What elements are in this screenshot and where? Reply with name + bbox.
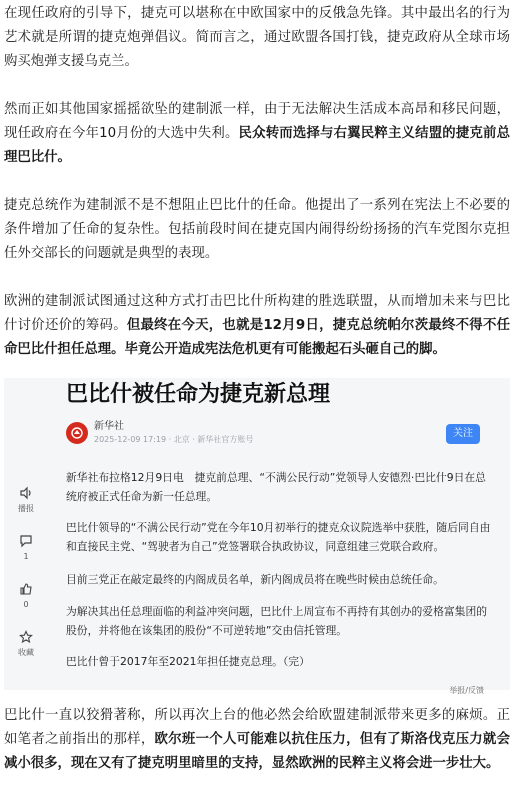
news-source-row <box>66 420 496 454</box>
star-icon <box>19 630 33 644</box>
report-feedback-link[interactable]: 举报/反馈 <box>449 686 484 695</box>
news-screenshot <box>4 378 510 695</box>
broadcast-label: 播报 <box>18 504 34 513</box>
paragraph-5 <box>4 704 510 776</box>
paragraph-1: 在现任政府的引导下，捷克可以堪称在中欧国家中的反俄急先锋。其中最出名的行为艺术就是所谓的捷克炮弹倡议。简而言之，通过欧盟各国打钱，捷克政府从全球市场购买炮弹支援乌克兰。 <box>4 6 510 69</box>
paragraph-5-emphasis: 欧尔班一个人可能难以抗住压力，但有了斯洛伐克压力就会减小很多，现在又有了捷克明里暗里的支持，显然欧洲的民粹主义将会进一步壮大。 <box>4 732 511 771</box>
comment-action[interactable] <box>14 534 38 563</box>
paragraph-4-text: 欧洲的建制派试图通过这种方式打击巴比什所构建的胜选联盟，从而增加未来与巴比什讨价还价的筹码。 <box>4 294 510 333</box>
paragraph-2-text: 然而正如其他国家摇摇欲坠的建制派一样，由于无法解决生活成本高昂和移民问题，现任政府在今年10月份的大选中失利。 <box>4 102 510 141</box>
news-title: 巴比什被任命为捷克新总理 <box>66 382 331 407</box>
news-body-paragraph: 为解决其出任总理面临的利益冲突问题，巴比什上周宣布不再持有其创办的爱格富集团的股份，并将他在该集团的股份“不可逆转地”交由信托管理。 <box>66 605 488 637</box>
paragraph-2-emphasis: 民众转而选择与右翼民粹主义结盟的捷克前总理巴比什。 <box>4 126 510 165</box>
paragraph-3: 捷克总统作为建制派不是不想阻止巴比什的任命。他提出了一系列在宪法上不必要的条件增加了任命的复杂性。包括前段时间在捷克国内闹得纷纷扬扬的汽车党图尔克担任外交部长的问题就是典型的表现。 <box>4 198 510 261</box>
paragraph-5-text: 巴比什一直以狡猾著称，所以再次上台的他必然会给欧盟建制派带来更多的麻烦。正如笔者之前指出的那样， <box>4 708 510 747</box>
news-source-meta: 2025-12-09 17:19 · 北京 · 新华社官方账号 <box>94 435 254 444</box>
like-action[interactable] <box>14 582 38 611</box>
favorite-label: 收藏 <box>18 648 34 657</box>
like-icon <box>19 582 33 596</box>
news-body-paragraph: 目前三党正在敲定最终的内阁成员名单，新内阁成员将在晚些时候由总统任命。 <box>66 573 444 586</box>
comment-icon <box>19 534 33 548</box>
news-body-paragraph: 新华社布拉格12月9日电 捷克前总理、“不满公民行动”党领导人安德烈·巴比什9日在总统府被正式任命为新一任总理。 <box>66 471 486 503</box>
paragraph-4 <box>4 290 510 362</box>
news-body-paragraph: 巴比什曾于2017年至2021年担任捷克总理。（完） <box>66 655 310 668</box>
comment-count: 1 <box>23 552 29 561</box>
xinhua-logo-icon <box>66 422 88 444</box>
broadcast-action[interactable] <box>14 486 38 515</box>
speaker-icon <box>19 486 33 500</box>
like-count: 0 <box>23 600 29 609</box>
paragraph-2 <box>4 98 510 170</box>
paragraph-4-emphasis: 但最终在今天，也就是12月9日，捷克总统帕尔茨最终不得不任命巴比什担任总理。毕竟公开造成宪法危机更有可能搬起石头砸自己的脚。 <box>4 318 510 357</box>
follow-button[interactable]: 关注 <box>446 424 480 444</box>
news-body-paragraph: 巴比什领导的“不满公民行动”党在今年10月初举行的捷克众议院选举中获胜，随后同自由和直接民主党、“驾驶者为自己”党签署联合执政协议，同意组建三党联合政府。 <box>66 521 491 553</box>
favorite-action[interactable] <box>14 630 38 659</box>
news-source-name[interactable]: 新华社 <box>94 421 124 432</box>
